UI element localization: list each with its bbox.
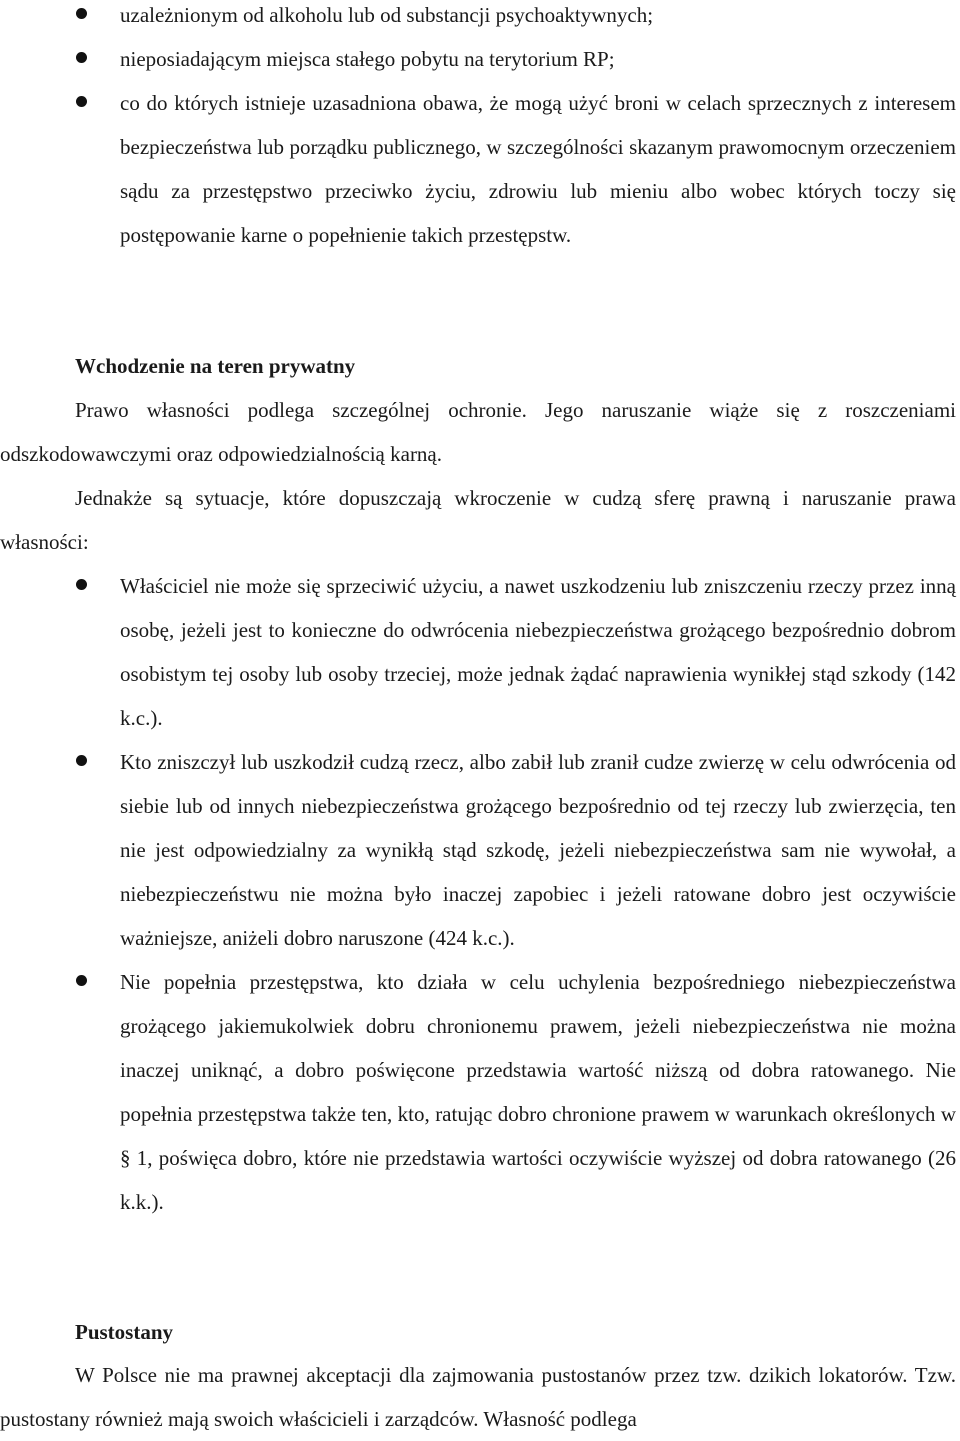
list-item-text: co do których istnieje uzasadniona obawa, że mogą użyć broni w celach sprzecznych z interesem bezpieczeństwa lub porządku publicznego, w szczególności skazanym prawomocnym orzeczeniem sądu za przestępstwo przeciwko życiu, zdrowiu lub mieniu albo wobec których toczy się postępowanie karne o popełnienie takich przestępstw. [120, 91, 956, 247]
top-bullet-list [0, 0, 960, 257]
list-item [120, 37, 956, 81]
bullet-icon [76, 579, 87, 590]
bullet-icon [76, 8, 87, 19]
section-heading: Wchodzenie na teren prywatny [75, 354, 356, 378]
bullet-icon [76, 755, 87, 766]
bullet-icon [76, 96, 87, 107]
list-item-text: nieposiadającym miejsca stałego pobytu na terytorium RP; [120, 47, 615, 71]
paragraph: Jednakże są sytuacje, które dopuszczają wkroczenie w cudzą sferę prawną i naruszanie prawa własności: [0, 486, 956, 554]
bullet-icon [76, 52, 87, 63]
exceptions-bullet-list [0, 564, 960, 1224]
list-item [120, 564, 956, 740]
list-item [120, 740, 956, 960]
paragraph: W Polsce nie ma prawnej akceptacji dla zajmowania pustostanów przez tzw. dzikich lokatorów. Tzw. pustostany również mają swoich właścicieli i zarządców. Własność podlega [0, 1363, 956, 1431]
list-item [120, 0, 956, 37]
list-item-text: Nie popełnia przestępstwa, kto działa w celu uchylenia bezpośredniego niebezpieczeństwa grożącego jakiemukolwiek dobru chronionemu prawem, jeżeli niebezpieczeństwa nie można inaczej uniknąć, a dobro poświęcone przedstawia wartość niższą od dobra ratowanego. Nie popełnia przestępstwa także ten, kto, ratując dobro chronione prawem w warunkach określonych w § 1, poświęca dobro, które nie przedstawia wartości oczywiście wyższej od dobra ratowanego (26 k.k.). [120, 970, 956, 1214]
paragraph: Prawo własności podlega szczególnej ochronie. Jego naruszanie wiąże się z roszczeniami odszkodowawczymi oraz odpowiedzialnością karną. [0, 398, 956, 466]
bullet-icon [76, 975, 87, 986]
list-item [120, 81, 956, 257]
list-item [120, 960, 956, 1224]
section-heading: Pustostany [75, 1320, 174, 1344]
list-item-text: uzależnionym od alkoholu lub od substancji psychoaktywnych; [120, 3, 654, 27]
list-item-text: Kto zniszczył lub uszkodził cudzą rzecz, albo zabił lub zranił cudze zwierzę w celu odwrócenia od siebie lub od innych niebezpieczeństwa grożącego bezpośrednio od tej rzeczy lub zwierzęcia, ten nie jest odpowiedzialny za wynikłą stąd szkodę, jeżeli niebezpieczeństwa sam nie wywołał, a niebezpieczeństwu nie można było inaczej zapobiec i jeżeli ratowane dobro jest oczywiście ważniejsze, aniżeli dobro naruszone (424 k.c.). [120, 750, 956, 950]
list-item-text: Właściciel nie może się sprzeciwić użyciu, a nawet uszkodzeniu lub zniszczeniu rzeczy przez inną osobę, jeżeli jest to konieczne do odwrócenia niebezpieczeństwa grożącego bezpośrednio dobrom osobistym tej osoby lub osoby trzeciej, może jednak żądać naprawienia wynikłej stąd szkody (142 k.c.). [120, 574, 956, 730]
